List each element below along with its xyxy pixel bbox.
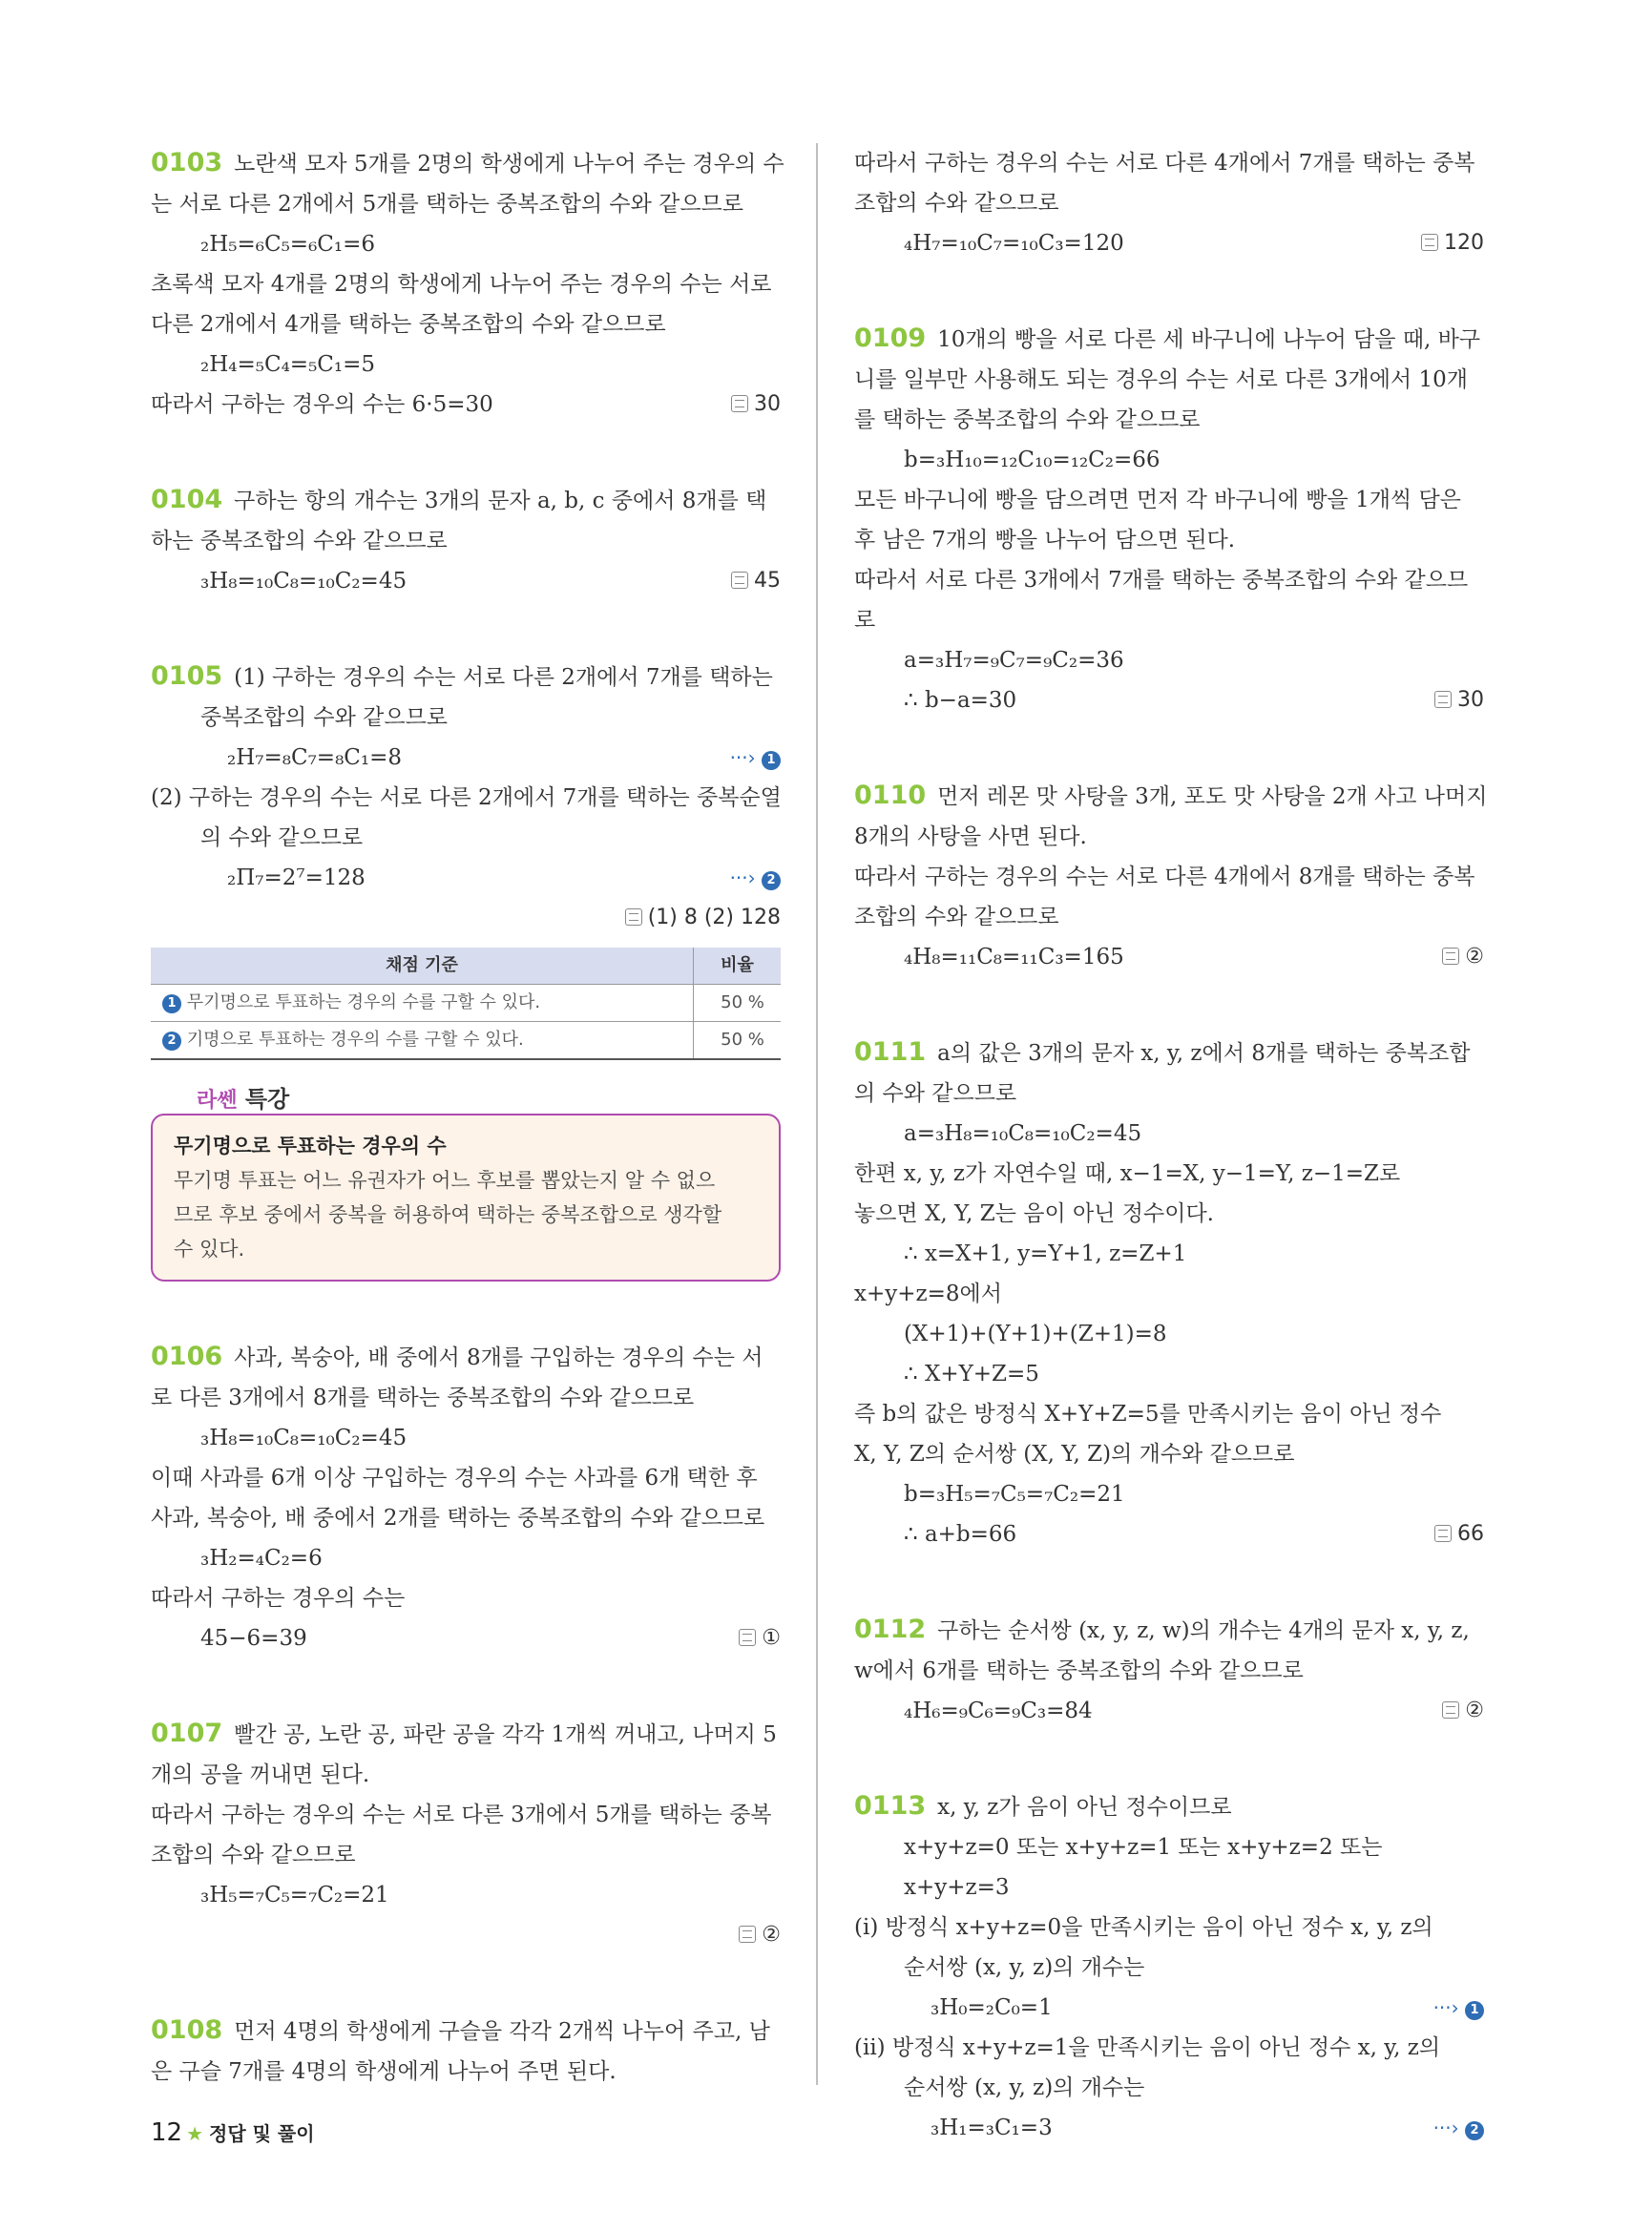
solution-text: ₄H₇=₁₀C₇=₁₀C₃=120 bbox=[904, 231, 1124, 256]
solution-text: 10개의 빵을 서로 다른 세 바구니에 나누어 담을 때, 바구 bbox=[937, 327, 1481, 352]
step-number: 1 bbox=[1465, 2001, 1484, 2020]
solution-text: 로 bbox=[854, 608, 876, 633]
step-number: 1 bbox=[762, 751, 781, 770]
solution-text: 한편 x, y, z가 자연수일 때, x−1=X, y−1=Y, z−1=Z로 bbox=[854, 1161, 1401, 1186]
solution-line bbox=[151, 898, 781, 938]
solution-line bbox=[854, 1988, 1484, 2028]
solution-text: ₄H₆=₉C₆=₉C₃=84 bbox=[904, 1699, 1093, 1723]
solution-line bbox=[151, 385, 781, 425]
solution-line bbox=[854, 2028, 1484, 2068]
solution-line bbox=[151, 1835, 781, 1875]
solution-text: 의 수와 같으므로 bbox=[200, 825, 364, 850]
grading-ratio: 50 % bbox=[694, 1022, 782, 1060]
solution-line bbox=[854, 560, 1484, 600]
problem-0109 bbox=[854, 319, 1484, 720]
solution-line bbox=[854, 143, 1484, 183]
solution-text: 사과, 복숭아, 배 중에서 2개를 택하는 중복조합의 수와 같으므로 bbox=[151, 1506, 765, 1531]
solution-text: 구하는 순서쌍 (x, y, z, w)의 개수는 4개의 문자 x, y, z, bbox=[937, 1618, 1470, 1643]
step-marker bbox=[1433, 1988, 1484, 2028]
lecture-brand: 라쎈 bbox=[197, 1089, 238, 1113]
solution-text: 로 다른 3개에서 8개를 택하는 중복조합의 수와 같으므로 bbox=[151, 1386, 695, 1410]
solution-text: 따라서 구하는 경우의 수는 서로 다른 4개에서 8개를 택하는 중복 bbox=[854, 865, 1475, 889]
answer-icon bbox=[1434, 691, 1452, 708]
solution-line bbox=[151, 1578, 781, 1618]
step-number: 2 bbox=[762, 871, 781, 890]
solution-text: x+y+z=3 bbox=[904, 1875, 1010, 1900]
grading-header: 비율 bbox=[694, 948, 782, 985]
step-marker bbox=[1433, 2108, 1484, 2148]
answer-icon bbox=[731, 395, 748, 412]
solution-line bbox=[151, 858, 781, 898]
solution-text: ₃H₂=₄C₂=6 bbox=[200, 1546, 323, 1571]
answer bbox=[1442, 937, 1484, 977]
solution-text: 8개의 사탕을 사면 된다. bbox=[854, 824, 1087, 849]
answer-value: ② bbox=[1465, 945, 1484, 969]
solution-text: ∴ X+Y+Z=5 bbox=[904, 1362, 1039, 1387]
lecture-tag bbox=[197, 1079, 289, 1121]
solution-line bbox=[854, 1434, 1484, 1474]
solution-line bbox=[854, 319, 1484, 360]
solution-text: a=₃H₇=₉C₇=₉C₂=36 bbox=[904, 648, 1124, 673]
solution-text: 중복조합의 수와 같으므로 bbox=[200, 705, 449, 730]
problem-number: 0106 bbox=[151, 1342, 223, 1371]
answer bbox=[1434, 1514, 1484, 1554]
lecture-box bbox=[151, 1114, 781, 1282]
step-number: 2 bbox=[162, 1032, 181, 1051]
solution-text: ₃H₈=₁₀C₈=₁₀C₂=45 bbox=[200, 1426, 408, 1450]
solution-text: X, Y, Z의 순서쌍 (X, Y, Z)의 개수와 같으므로 bbox=[854, 1442, 1295, 1467]
solution-line bbox=[854, 360, 1484, 400]
solution-text: 초록색 모자 4개를 2명의 학생에게 나누어 주는 경우의 수는 서로 bbox=[151, 272, 772, 297]
solution-text: 따라서 서로 다른 3개에서 7개를 택하는 중복조합의 수와 같으므 bbox=[854, 568, 1469, 593]
solution-line bbox=[854, 1114, 1484, 1154]
right-column bbox=[854, 143, 1488, 2203]
solution-text: 하는 중복조합의 수와 같으므로 bbox=[151, 529, 448, 553]
solution-line bbox=[854, 1827, 1484, 1867]
solution-line bbox=[151, 2052, 781, 2092]
solution-text: ∴ b−a=30 bbox=[904, 688, 1017, 713]
solution-text: ∴ a+b=66 bbox=[904, 1522, 1017, 1547]
solution-line bbox=[854, 2068, 1484, 2108]
solution-line bbox=[151, 1418, 781, 1458]
solution-line bbox=[854, 1074, 1484, 1114]
solution-text: 조합의 수와 같으므로 bbox=[151, 1843, 356, 1867]
answer-icon bbox=[1434, 1525, 1452, 1542]
problem-number: 0108 bbox=[151, 2015, 223, 2045]
solution-line bbox=[151, 304, 781, 344]
solution-line bbox=[854, 817, 1484, 857]
solution-text: 이때 사과를 6개 이상 구입하는 경우의 수는 사과를 6개 택한 후 bbox=[151, 1466, 758, 1491]
solution-text: 따라서 구하는 경우의 수는 bbox=[151, 1586, 406, 1611]
answer-value: 45 bbox=[754, 569, 781, 593]
solution-text: 사과, 복숭아, 배 중에서 8개를 구입하는 경우의 수는 서 bbox=[234, 1345, 763, 1370]
star-icon: ★ bbox=[186, 2122, 204, 2145]
solution-text: 먼저 레몬 맛 사탕을 3개, 포도 맛 사탕을 2개 사고 나머지 bbox=[937, 784, 1488, 809]
criterion-text: 무기명으로 투표하는 경우의 수를 구할 수 있다. bbox=[186, 992, 541, 1012]
step-arrow-icon: ···› bbox=[1432, 2116, 1459, 2139]
solution-text: ₃H₅=₇C₅=₇C₂=21 bbox=[200, 1883, 389, 1908]
solution-text: 니를 일부만 사용해도 되는 경우의 수는 서로 다른 3개에서 10개 bbox=[854, 367, 1468, 392]
answer-value: ② bbox=[762, 1923, 781, 1947]
solution-text: 는 서로 다른 2개에서 5개를 택하는 중복조합의 수와 같으므로 bbox=[151, 192, 743, 217]
problem-number: 0107 bbox=[151, 1719, 223, 1748]
answer-icon bbox=[1442, 1701, 1459, 1719]
solution-text: 다른 2개에서 4개를 택하는 중복조합의 수와 같으므로 bbox=[151, 312, 666, 337]
solution-text: ₃H₁=₃C₁=3 bbox=[931, 2116, 1053, 2140]
answer-value: 120 bbox=[1444, 231, 1484, 255]
solution-line bbox=[151, 698, 781, 738]
solution-line bbox=[854, 680, 1484, 720]
solution-line bbox=[854, 1691, 1484, 1731]
solution-line bbox=[151, 224, 781, 264]
page-number: 12 bbox=[151, 2118, 183, 2147]
solution-line bbox=[151, 657, 781, 698]
solution-line bbox=[854, 400, 1484, 440]
step-number: 1 bbox=[162, 994, 181, 1013]
solution-line bbox=[151, 1458, 781, 1498]
answer bbox=[731, 385, 781, 425]
solution-text: 의 수와 같으므로 bbox=[854, 1081, 1017, 1106]
left-column bbox=[151, 143, 784, 2147]
solution-text: 따라서 구하는 경우의 수는 6·5=30 bbox=[151, 392, 493, 417]
lecture-line: 므로 후보 중에서 중복을 허용하여 택하는 중복조합으로 생각할 bbox=[174, 1203, 722, 1226]
solution-line bbox=[151, 1618, 781, 1658]
solution-text: 따라서 구하는 경우의 수는 서로 다른 3개에서 5개를 택하는 중복 bbox=[151, 1803, 772, 1827]
solution-line bbox=[854, 776, 1488, 817]
solution-line bbox=[854, 1234, 1484, 1274]
solution-line bbox=[151, 1915, 781, 1955]
lecture-line: 무기명 투표는 어느 유권자가 어느 후보를 뽑았는지 알 수 없으 bbox=[174, 1169, 716, 1192]
answer-value: (1) 8 (2) 128 bbox=[647, 906, 781, 929]
answer-icon bbox=[625, 908, 642, 926]
answer-icon bbox=[739, 1629, 756, 1646]
solution-text: 즉 b의 값은 방정식 X+Y+Z=5를 만족시키는 음이 아닌 정수 bbox=[854, 1402, 1442, 1427]
solution-line bbox=[151, 1498, 781, 1538]
solution-line bbox=[854, 480, 1484, 520]
solution-line bbox=[151, 521, 781, 561]
solution-text: ₂H₄=₅C₄=₅C₁=5 bbox=[200, 352, 376, 377]
solution-line bbox=[854, 183, 1484, 223]
grading-criterion bbox=[151, 985, 694, 1022]
problem-number: 0110 bbox=[854, 781, 927, 810]
problem-number: 0109 bbox=[854, 323, 927, 353]
grading-table bbox=[151, 948, 781, 1060]
solution-line bbox=[151, 1337, 781, 1378]
solution-text: 모든 바구니에 빵을 담으려면 먼저 각 바구니에 빵을 1개씩 담은 bbox=[854, 488, 1461, 512]
solution-line bbox=[854, 1274, 1484, 1314]
answer bbox=[1421, 223, 1484, 263]
solution-line bbox=[854, 1354, 1484, 1394]
solution-line bbox=[151, 344, 781, 385]
problem-continued bbox=[854, 143, 1484, 263]
solution-line bbox=[854, 937, 1484, 977]
solution-text: ₂H₅=₆C₅=₆C₁=6 bbox=[200, 232, 376, 257]
answer bbox=[1434, 680, 1484, 720]
grading-ratio: 50 % bbox=[694, 985, 782, 1022]
answer-value: ① bbox=[762, 1626, 781, 1650]
problem-0103 bbox=[151, 143, 784, 425]
step-arrow-icon: ···› bbox=[729, 746, 756, 769]
solution-line bbox=[151, 1378, 781, 1418]
problem-0104 bbox=[151, 480, 781, 601]
solution-text: ₂Π₇=2⁷=128 bbox=[227, 865, 366, 890]
answer-icon bbox=[1421, 234, 1438, 251]
solution-text: ₃H₈=₁₀C₈=₁₀C₂=45 bbox=[200, 569, 408, 594]
solution-line bbox=[854, 2108, 1484, 2148]
solution-line bbox=[854, 1786, 1484, 1827]
solution-line bbox=[854, 1651, 1484, 1691]
solution-line bbox=[151, 738, 781, 778]
solution-text: (X+1)+(Y+1)+(Z+1)=8 bbox=[904, 1322, 1167, 1346]
solution-text: 순서쌍 (x, y, z)의 개수는 bbox=[904, 2075, 1145, 2100]
grading-header: 채점 기준 bbox=[151, 948, 694, 985]
answer bbox=[739, 1618, 781, 1658]
solution-line bbox=[151, 264, 781, 304]
solution-text: 은 구슬 7개를 4명의 학생에게 나누어 주면 된다. bbox=[151, 2059, 617, 2084]
solution-line bbox=[854, 1394, 1484, 1434]
solution-text: ₂H₇=₈C₇=₈C₁=8 bbox=[227, 745, 403, 770]
lecture-line: 수 있다. bbox=[174, 1238, 245, 1261]
criterion-text: 기명으로 투표하는 경우의 수를 구할 수 있다. bbox=[186, 1030, 524, 1050]
footer-title: 정답 및 풀이 bbox=[209, 2122, 315, 2145]
solution-text bbox=[151, 906, 157, 930]
solution-line bbox=[854, 1867, 1484, 1908]
solution-line bbox=[854, 640, 1484, 680]
page-footer bbox=[151, 2118, 315, 2147]
solution-text bbox=[151, 1923, 157, 1948]
solution-text: x+y+z=0 또는 x+y+z=1 또는 x+y+z=2 또는 bbox=[904, 1835, 1383, 1860]
solution-line bbox=[151, 1538, 781, 1578]
solution-line bbox=[854, 857, 1484, 897]
problem-0113 bbox=[854, 1786, 1484, 2148]
solution-text: 를 택하는 중복조합의 수와 같으므로 bbox=[854, 407, 1201, 432]
solution-text: 먼저 4명의 학생에게 구슬을 각각 2개씩 나누어 주고, 남 bbox=[234, 2019, 770, 2044]
solution-text: 조합의 수와 같으므로 bbox=[854, 905, 1059, 929]
solution-line bbox=[854, 1948, 1484, 1988]
solution-text: b=₃H₁₀=₁₂C₁₀=₁₂C₂=66 bbox=[904, 448, 1161, 472]
solution-line bbox=[151, 818, 781, 858]
lecture-title: 무기명으로 투표하는 경우의 수 bbox=[174, 1135, 447, 1157]
problem-number: 0104 bbox=[151, 485, 223, 514]
solution-text: 조합의 수와 같으므로 bbox=[854, 191, 1059, 216]
solution-line bbox=[854, 1154, 1484, 1194]
solution-line bbox=[151, 561, 781, 601]
solution-text: 순서쌍 (x, y, z)의 개수는 bbox=[904, 1955, 1145, 1980]
problem-0105 bbox=[151, 657, 781, 1282]
solution-text: 빨간 공, 노란 공, 파란 공을 각각 1개씩 꺼내고, 나머지 5 bbox=[234, 1722, 777, 1747]
solution-line bbox=[854, 1194, 1484, 1234]
solution-line bbox=[151, 778, 781, 818]
solution-line bbox=[854, 440, 1484, 480]
solution-text: a의 값은 3개의 문자 x, y, z에서 8개를 택하는 중복조합 bbox=[937, 1041, 1471, 1066]
solution-line bbox=[151, 1714, 781, 1755]
answer-value: 66 bbox=[1457, 1522, 1484, 1546]
solution-text: w에서 6개를 택하는 중복조합의 수와 같으므로 bbox=[854, 1658, 1304, 1683]
solution-text: 놓으면 X, Y, Z는 음이 아닌 정수이다. bbox=[854, 1201, 1214, 1226]
solution-line bbox=[854, 1908, 1484, 1948]
solution-line bbox=[854, 1610, 1484, 1651]
solution-line bbox=[151, 143, 784, 184]
answer-value: 30 bbox=[754, 392, 781, 416]
solution-line bbox=[854, 223, 1484, 263]
step-marker bbox=[730, 858, 781, 898]
problem-0107 bbox=[151, 1714, 781, 1955]
answer bbox=[1442, 1691, 1484, 1731]
problem-0108 bbox=[151, 2011, 781, 2092]
solution-line bbox=[151, 1795, 781, 1835]
step-arrow-icon: ···› bbox=[729, 866, 756, 889]
problem-number: 0105 bbox=[151, 661, 223, 691]
answer-icon bbox=[739, 1926, 756, 1943]
solution-line bbox=[854, 520, 1484, 560]
solution-text: 노란색 모자 5개를 2명의 학생에게 나누어 주는 경우의 수 bbox=[234, 152, 784, 177]
solution-text: b=₃H₅=₇C₅=₇C₂=21 bbox=[904, 1482, 1125, 1507]
solution-text: ₄H₈=₁₁C₈=₁₁C₃=165 bbox=[904, 945, 1124, 970]
solution-text: 구하는 항의 개수는 3개의 문자 a, b, c 중에서 8개를 택 bbox=[234, 489, 767, 513]
problem-number: 0113 bbox=[854, 1791, 927, 1821]
answer-value: ② bbox=[1465, 1699, 1484, 1722]
solution-line bbox=[151, 184, 781, 224]
answer bbox=[739, 1915, 781, 1955]
solution-line bbox=[151, 1875, 781, 1915]
lecture-callout bbox=[151, 1086, 781, 1282]
problem-number: 0111 bbox=[854, 1037, 927, 1067]
solution-line bbox=[854, 1474, 1484, 1514]
solution-text: (2) 구하는 경우의 수는 서로 다른 2개에서 7개를 택하는 중복순열 bbox=[151, 785, 782, 810]
step-marker bbox=[730, 738, 781, 778]
solution-text: 45−6=39 bbox=[200, 1626, 307, 1651]
solution-line bbox=[151, 2011, 781, 2052]
answer-icon bbox=[1442, 948, 1459, 965]
solution-line bbox=[854, 600, 1484, 640]
solution-text: (i) 방정식 x+y+z=0을 만족시키는 음이 아닌 정수 x, y, z의 bbox=[854, 1915, 1433, 1940]
solution-line bbox=[151, 1755, 781, 1795]
solution-line bbox=[854, 1032, 1484, 1074]
solution-line bbox=[854, 1514, 1484, 1554]
solution-text: x+y+z=8에서 bbox=[854, 1282, 1002, 1306]
step-arrow-icon: ···› bbox=[1432, 1996, 1459, 2019]
problem-number: 0112 bbox=[854, 1615, 927, 1644]
answer-icon bbox=[731, 572, 748, 589]
grading-criterion bbox=[151, 1022, 694, 1060]
problem-0106 bbox=[151, 1337, 781, 1658]
solution-line bbox=[854, 1314, 1484, 1354]
solution-text: ₃H₀=₂C₀=1 bbox=[931, 1995, 1053, 2020]
column-divider bbox=[816, 143, 818, 2085]
problem-0111 bbox=[854, 1032, 1484, 1554]
solution-text: (ii) 방정식 x+y+z=1을 만족시키는 음이 아닌 정수 x, y, z의 bbox=[854, 2035, 1441, 2060]
solution-text: 개의 공을 꺼내면 된다. bbox=[151, 1762, 370, 1787]
solution-text: 따라서 구하는 경우의 수는 서로 다른 4개에서 7개를 택하는 중복 bbox=[854, 151, 1475, 176]
answer-value: 30 bbox=[1457, 688, 1484, 712]
answer bbox=[731, 561, 781, 601]
answer bbox=[625, 898, 781, 938]
solution-text: a=₃H₈=₁₀C₈=₁₀C₂=45 bbox=[904, 1121, 1142, 1146]
solution-line bbox=[151, 480, 781, 521]
step-number: 2 bbox=[1465, 2121, 1484, 2140]
problem-0112 bbox=[854, 1610, 1484, 1731]
solution-text: ∴ x=X+1, y=Y+1, z=Z+1 bbox=[904, 1241, 1187, 1266]
solution-text: (1) 구하는 경우의 수는 서로 다른 2개에서 7개를 택하는 bbox=[234, 665, 773, 690]
problem-0110 bbox=[854, 776, 1488, 977]
solution-text: x, y, z가 음이 아닌 정수이므로 bbox=[937, 1795, 1232, 1820]
solution-line bbox=[854, 897, 1484, 937]
problem-number: 0103 bbox=[151, 148, 223, 177]
solution-text: 후 남은 7개의 빵을 나누어 담으면 된다. bbox=[854, 528, 1236, 553]
lecture-tag-label: 특강 bbox=[244, 1086, 290, 1113]
